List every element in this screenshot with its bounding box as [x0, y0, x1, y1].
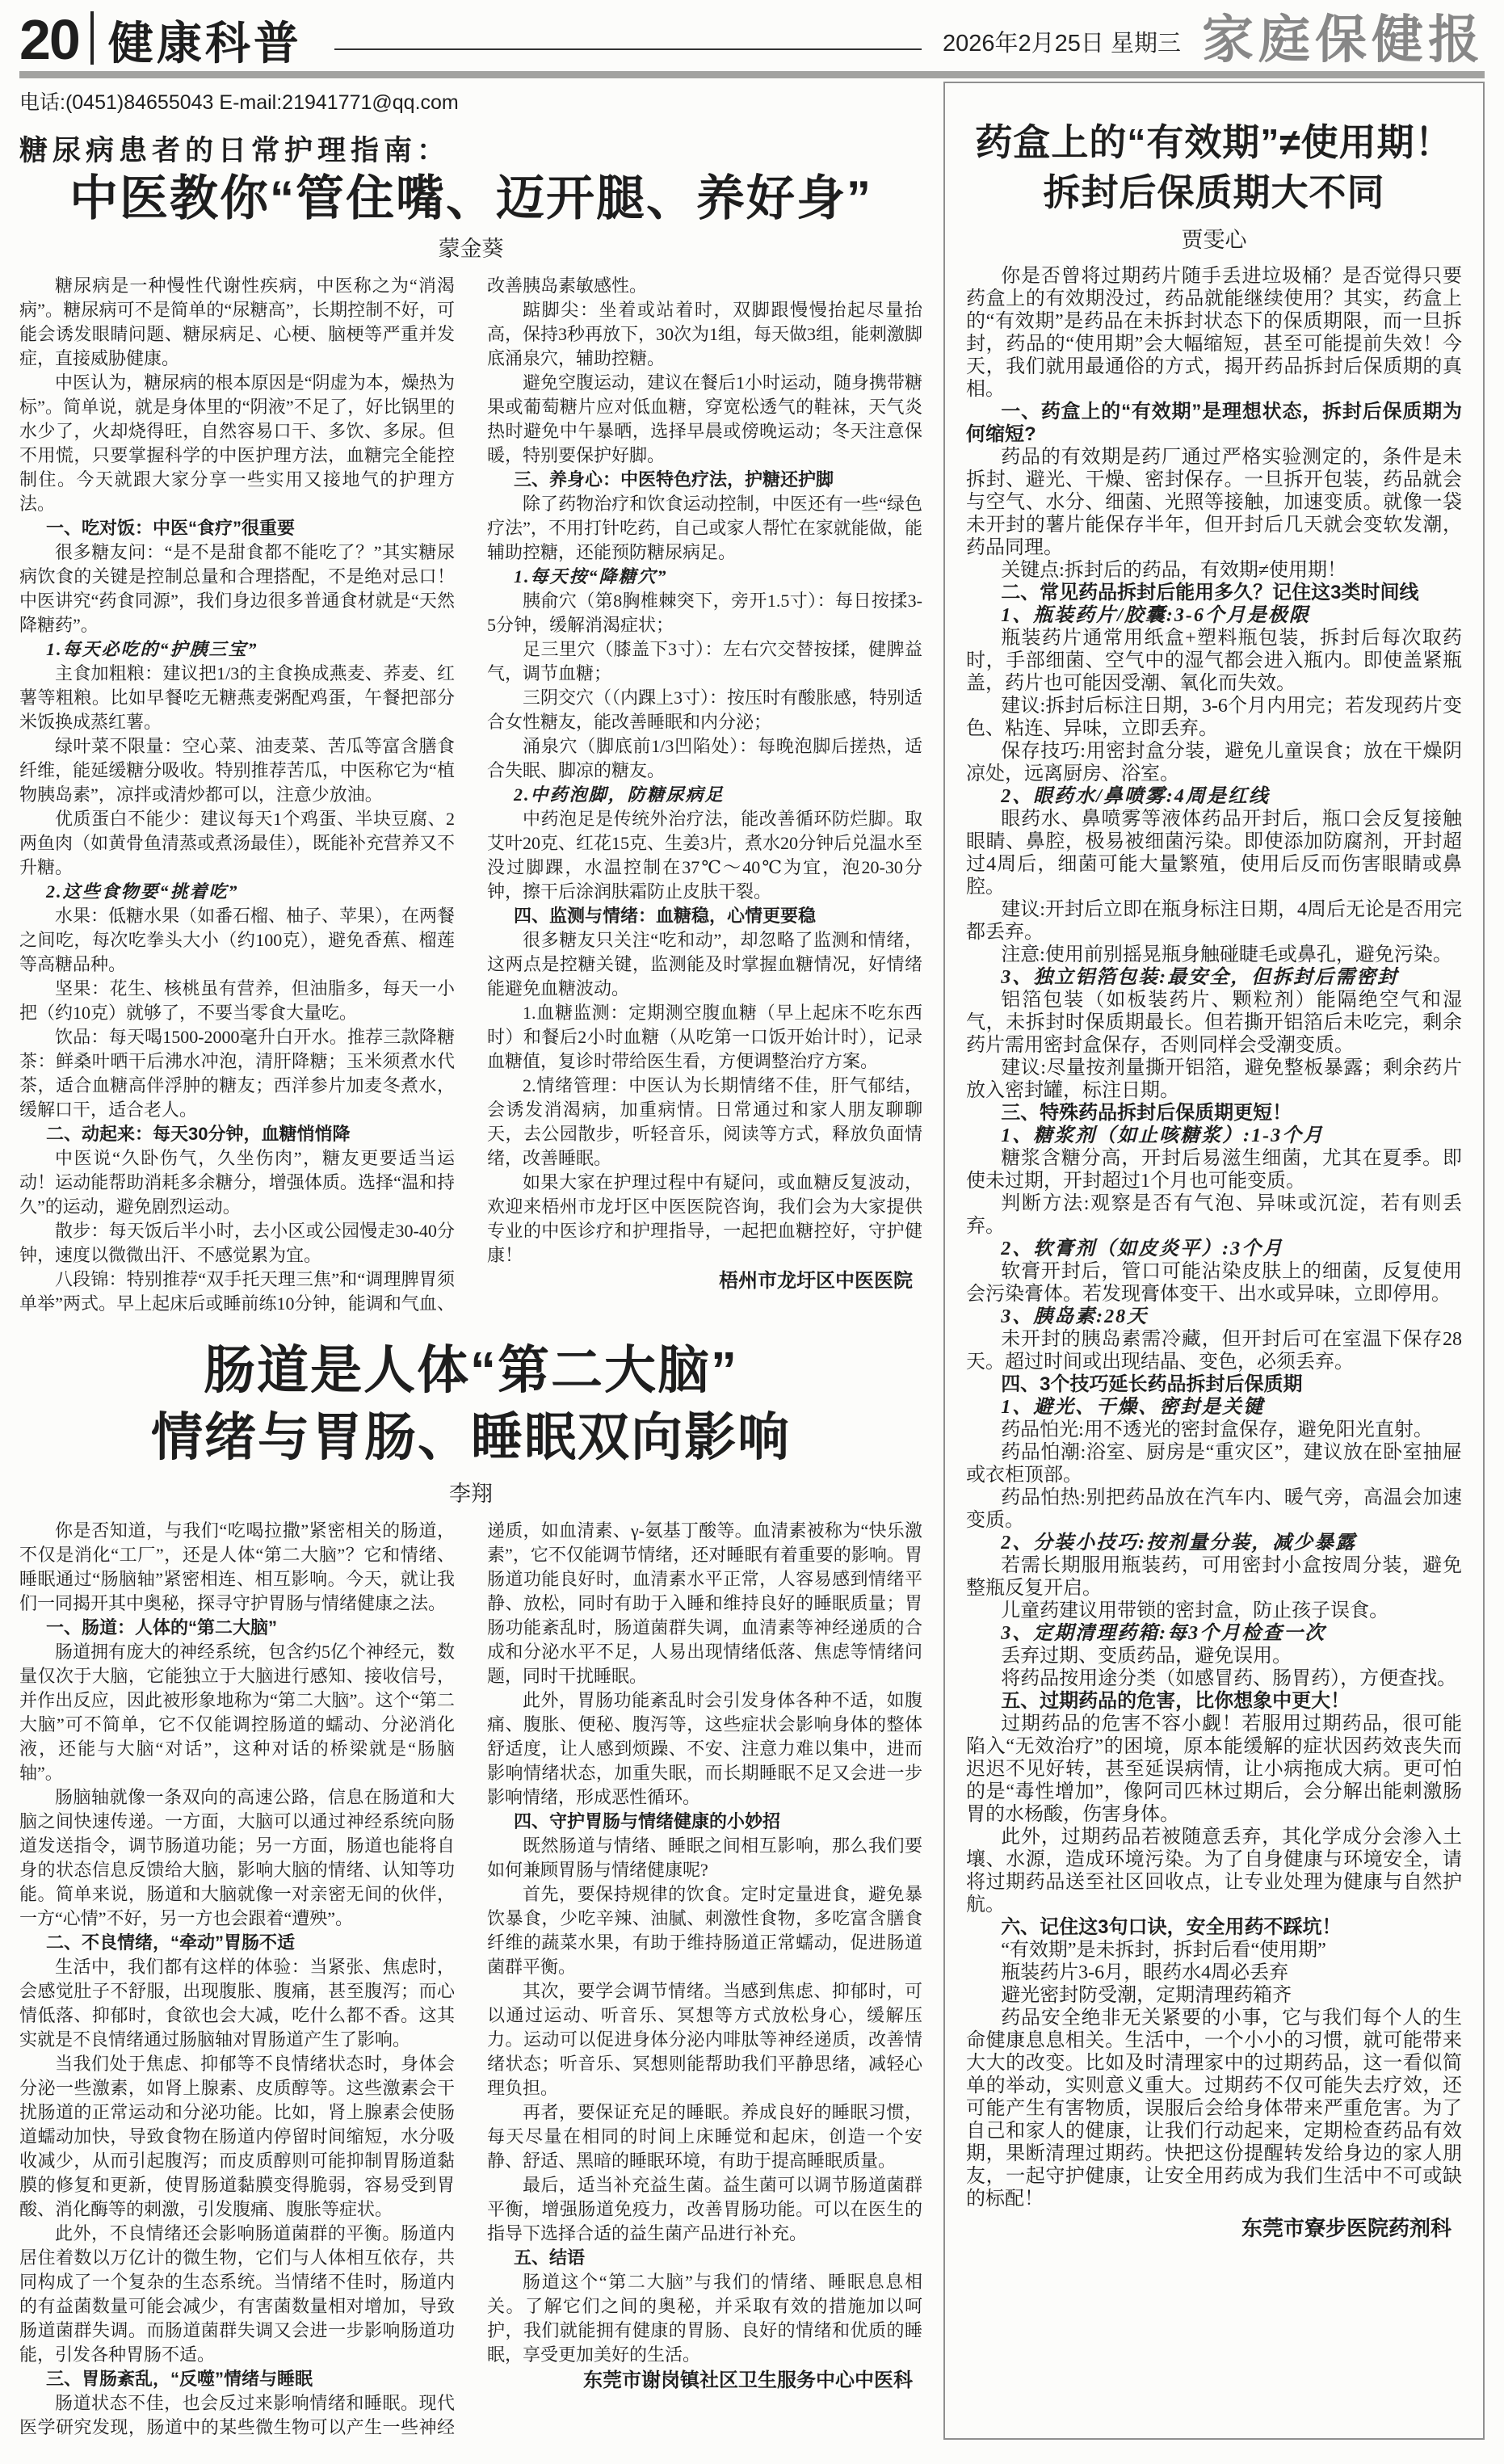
paragraph: 眼药水、鼻喷雾等液体药品开封后，瓶口会反复接触眼睛、鼻腔，极易被细菌污染。即使添加防腐剂，开封超过4周后，细菌可能大量繁殖，使用后反而伤害眼睛或鼻腔。 — [966, 809, 1462, 898]
paragraph: 丢弃过期、变质药品，避免误用。 — [1001, 1646, 1292, 1667]
paragraph: 主食加粗粮：建议把1/3的主食换成燕麦、荞麦、红薯等粗粮。比如早餐吃无糖燕麦粥配鸡蛋，午餐把部分米饭换成蒸红薯。 — [19, 663, 455, 732]
article-byline: 李翔 — [449, 1482, 493, 1507]
paragraph: 最后，适当补充益生菌。益生菌可以调节肠道菌群平衡，增强肠道免疫力，改善胃肠功能。可以在医生的指导下选择合适的益生菌产品进行补充。 — [487, 2175, 922, 2244]
paragraph: 如果大家在护理过程中有疑问，或血糖反复波动，欢迎来梧州市龙圩区中医医院咨询，我们会为大家提供专业的中医诊疗和护理指导，一起把血糖控好，守护健康！ — [487, 1172, 922, 1265]
paragraph: 药品怕潮:浴室、厨房是“重灾区”，建议放在卧室抽屉或衣柜顶部。 — [966, 1442, 1462, 1486]
article-body — [966, 265, 1462, 2239]
paragraph: 首先，要保持规律的饮食。定时定量进食，避免暴饮暴食，少吃辛辣、油腻、刺激性食物，多吃富含膳食纤维的蔬菜水果，有助于维持肠道正常蠕动，促进肠道菌群平衡。 — [487, 1884, 922, 1978]
paragraph: 胰俞穴（第8胸椎棘突下，旁开1.5寸）：每日按揉3-5分钟，缓解消渴症状； — [487, 591, 922, 635]
paragraph: 此外，不良情绪还会影响肠道菌群的平衡。肠道内居住着数以万亿计的微生物，它们与人体相互依存，共同构成了一个复杂的生态系统。当情绪不佳时，肠道内的有益菌数量可能会减少，有害菌数量相对增加，导致肠道菌群失调。而肠道菌群失调又会进一步影响肠道功能，引发各种胃肠不适。 — [19, 2223, 455, 2365]
section-heading: 四、监测与情绪：血糖稳，心情更要稳 — [514, 906, 817, 926]
section-heading: 二、常见药品拆封后能用多久？记住这3类时间线 — [1001, 582, 1419, 604]
paragraph: 你是否知道，与我们“吃喝拉撒”紧密相关的肠道，不仅是消化“工厂”，还是人体“第二大脑”？它和情绪、睡眠通过“肠脑轴”紧密相连、相互影响。今天，就让我们一同揭开其中奥秘，探寻守护胃肠与情绪健康之法。 — [19, 1520, 455, 1614]
paragraph: 你是否曾将过期药片随手丢进垃圾桶？是否觉得只要药盒上的有效期没过，药品就能继续使用？其实，药盒上的“有效期”是药品在未拆封状态下的保质期限，而一旦拆封，药品的“使用期”会大幅缩短，甚至可能提前失效！今天，我们就用最通俗的方式，揭开药品拆封后保质期的真相。 — [966, 266, 1462, 401]
sub-heading: 2、软膏剂（如皮炎平）:3个月 — [1001, 1238, 1284, 1260]
paragraph: 踮脚尖：坐着或站着时，双脚跟慢慢抬起尽量抬高，保持3秒再放下，30次为1组，每天做3组，能刺激脚底涌泉穴，辅助控糖。 — [487, 300, 923, 368]
paragraph: 肠道状态不佳，也会反过来影响情绪和睡眠。现代医学研究发现，肠道中的某些微生物可以产生一些神经递质，如血清素、γ-氨基丁酸等。血清素被称为“快乐激素”，它不仅能调节情绪，还对睡眠有着重要的影响。胃肠道功能良好时，血清素水平正常，人容易感到情绪平静、放松，同时有助于入睡和维持良好的睡眠质量；胃肠功能紊乱时，肠道菌群失调，血清素等神经递质的合成和分泌水平不足，人易出现情绪低落、焦虑等情绪问题，同时干扰睡眠。 — [19, 1520, 922, 2438]
article-kicker: 糖尿病患者的日常护理指南： — [19, 135, 451, 166]
paragraph: 肠道拥有庞大的神经系统，包含约5亿个神经元，数量仅次于大脑，它能独立于大脑进行感知、接收信号，并作出反应，因此被形象地称为“第二大脑”。这个“第二大脑”可不简单，它不仅能调控肠道的蠕动、分泌消化液，还能与大脑“对话”，这种对话的桥梁就是“肠脑轴”。 — [19, 1642, 456, 1784]
section-heading: 二、不良情绪，“牵动”胃肠不适 — [46, 1932, 296, 1953]
section-heading: 六、记住这3句口诀，安全用药不踩坑！ — [1001, 1916, 1342, 1939]
paragraph: 保存技巧:用密封盒分装，避免儿童误食；放在干燥阴凉处，远离厨房、浴室。 — [966, 741, 1462, 785]
article-signoff: 梧州市龙圩区中医医院 — [719, 1270, 913, 1292]
section-heading: 四、3个技巧延长药品拆封后保质期 — [1001, 1373, 1303, 1396]
paragraph: 中医说“久卧伤气，久坐伤肉”，糖友更要适当运动！运动能帮助消耗多余糖分，增强体质。选择“温和持久”的运动，避免剧烈运动。 — [19, 1148, 455, 1217]
paragraph: 中药泡足是传统外治疗法，能改善循环防烂脚。取艾叶20克、红花15克、生姜3片，煮水20分钟后兑温水至没过脚踝，水温控制在37℃～40℃为宜，泡20-30分钟，擦干后涂润肤霜防止皮肤干裂。 — [487, 809, 923, 902]
paragraph: 饮品：每天喝1500-2000毫升白开水。推荐三款降糖茶：鲜桑叶晒干后沸水冲泡，清肝降糖；玉米须煮水代茶，适合血糖高伴浮肿的糖友；西洋参片加麦冬煮水，缓解口干，适合老人。 — [19, 1027, 455, 1120]
paragraph: 此外，过期药品若被随意丢弃，其化学成分会渗入土壤、水源，造成环境污染。为了自身健康与环境安全，请将过期药品送至社区回收点，让专业处理为健康与自然护航。 — [966, 1827, 1462, 1916]
article-drug-expiry — [943, 82, 1485, 2440]
section-heading: 一、肠道：人体的“第二大脑” — [46, 1617, 278, 1638]
page-number: 20 — [19, 7, 79, 71]
paragraph: 肠脑轴就像一条双向的高速公路，信息在肠道和大脑之间快速传递。一方面，大脑可以通过神经系统向肠道发送指令，调节肠道功能；另一方面，肠道也能将自身的状态信息反馈给大脑，影响大脑的情绪、认知等功能。简单来说，肠道和大脑就像一对亲密无间的伙伴，一方“心情”不好，另一方也会跟着“遭殃”。 — [19, 1787, 455, 1929]
paragraph: 八段锦：特别推荐“双手托天理三焦”和“调理脾胃须单举”两式。早上起床后或睡前练10分钟，能调和气血、改善胰岛素敏感性。 — [19, 275, 648, 1314]
paragraph: 坚果：花生、核桃虽有营养，但油脂多，每天一小把（约10克）就够了，不要当零食大量吃。 — [19, 978, 455, 1023]
paragraph: 很多糖友问：“是不是甜食都不能吃了？”其实糖尿病饮食的关键是控制总量和合理搭配，不是绝对忌口！中医讲究“药食同源”，我们身边很多普通食材就是“天然降糖药”。 — [19, 542, 455, 635]
sub-heading: 2、分装小技巧:按剂量分装，减少暴露 — [1001, 1533, 1357, 1554]
sub-heading: 1.每天必吃的“护胰三宝” — [46, 639, 258, 659]
section-heading: 四、守护胃肠与情绪健康的小妙招 — [514, 1811, 781, 1832]
sub-heading: 3、定期清理药箱:每3个月检查一次 — [1001, 1623, 1326, 1645]
paragraph: 建议:拆封后标注日期，3-6个月内用完；若发现药片变色、粘连、异味，立即丢弃。 — [966, 696, 1462, 740]
article-headline — [966, 117, 1462, 217]
paragraph: 瓶装药片通常用纸盒+塑料瓶包装，拆封后每次取药时，手部细菌、空气中的湿气都会进入瓶内。即使盖紧瓶盖，药片也可能因受潮、氧化而失效。 — [966, 628, 1462, 695]
headline-line-2: 情绪与胃肠、睡眠双向影响 — [151, 1408, 791, 1467]
sub-heading: 3、胰岛素:28天 — [1001, 1306, 1149, 1328]
article-byline: 贾雯心 — [1181, 228, 1247, 253]
paragraph: 优质蛋白不能少：建议每天1个鸡蛋、半块豆腐、2两鱼肉（如黄骨鱼清蒸或煮汤最佳），既能补充营养又不升糖。 — [19, 809, 456, 877]
paragraph: 药品怕热:别把药品放在汽车内、暖气旁，高温会加速变质。 — [966, 1487, 1462, 1532]
paragraph: 散步：每天饭后半小时，去小区或公园慢走30-40分钟，速度以微微出汗、不感觉累为宜。 — [19, 1221, 455, 1265]
section-heading: 三、养身心：中医特色疗法，护糖还护脚 — [514, 469, 834, 490]
paragraph: 此外，胃肠功能紊乱时会引发身体各种不适，如腹痛、腹胀、便秘、腹泻等，这些症状会影响身体的整体舒适度，让人感到烦躁、不安、注意力难以集中，进而影响情绪状态，加重失眠，而长期睡眠不足又会进一步影响情绪，形成恶性循环。 — [487, 1690, 922, 1808]
article-body — [19, 274, 922, 1316]
paragraph: 中医认为，糖尿病的根本原因是“阴虚为本，燥热为标”。简单说，就是身体里的“阴液”不足了，好比锅里的水少了，火却烧得旺，自然容易口干、多饮、多尿。但不用慌，只要掌握科学的中医护理方法，血糖完全能控制住。今天就跟大家分享一些实用又接地气的护理方法。 — [19, 372, 455, 514]
masthead-divider — [90, 11, 94, 65]
paragraph: 糖浆含糖分高，开封后易滋生细菌，尤其在夏季。即使未过期，开封超过1个月也可能变质。 — [966, 1148, 1462, 1192]
section-heading: 五、结语 — [514, 2247, 586, 2268]
paragraph: 药品的有效期是药厂通过严格实验测定的，条件是未拆封、避光、干燥、密封保存。一旦拆开包装，药品就会与空气、水分、细菌、光照等接触，加速变质。就像一袋未开封的薯片能保存半年，但开封后几天就会变软发潮，药品同理。 — [966, 447, 1462, 559]
section-heading: 五、过期药品的危害，比你想象中更大！ — [1001, 1690, 1351, 1713]
newspaper-name: 家庭保健报 — [1202, 11, 1485, 69]
paragraph: 未开封的胰岛素需冷藏，但开封后可在室温下保存28天。超过时间或出现结晶、变色，必须丢弃。 — [966, 1329, 1462, 1373]
section-heading: 一、药盒上的“有效期”是理想状态，拆封后保质期为何缩短? — [966, 401, 1462, 446]
paragraph: 生活中，我们都有这样的体验：当紧张、焦虑时，会感觉肚子不舒服，出现腹胀、腹痛，甚至腹泻；而心情低落、抑郁时，食欲也会大减，吃什么都不香。这其实就是不良情绪通过肠脑轴对胃肠道产生了影响。 — [19, 1957, 455, 2050]
masthead-rule-thin — [334, 48, 922, 50]
sub-heading: 3、独立铝箔包装:最安全，但拆封后需密封 — [1001, 967, 1399, 989]
section-heading: 三、胃肠紊乱，“反噬”情绪与睡眠 — [46, 2369, 313, 2390]
section-heading: 三、特殊药品拆封后保质期更短！ — [1001, 1102, 1292, 1125]
paragraph: 糖尿病是一种慢性代谢性疾病，中医称之为“消渴病”。糖尿病可不是简单的“尿糖高”，长期控制不好，可能会诱发眼睛问题、糖尿病足、心梗、脑梗等严重并发症，直接威胁健康。 — [19, 275, 455, 368]
article-body — [19, 1519, 922, 2440]
paragraph: 再者，要保证充足的睡眠。养成良好的睡眠习惯，每天尽量在相同的时间上床睡觉和起床，创造一个安静、舒适、黑暗的睡眠环境，有助于提高睡眠质量。 — [487, 2102, 922, 2172]
paragraph: 将药品按用途分类（如感冒药、肠胃药），方便查找。 — [1001, 1668, 1457, 1690]
paragraph: 既然肠道与情绪、睡眠之间相互影响，那么我们要如何兼顾胃肠与情绪健康呢? — [487, 1835, 922, 1881]
masthead-rule-thick — [19, 71, 1485, 78]
sub-heading: 1.每天按“降糖穴” — [514, 566, 668, 587]
sub-heading: 1、避光、干燥、密封是关键 — [1001, 1397, 1265, 1419]
paragraph: 除了药物治疗和饮食运动控制，中医还有一些“绿色疗法”，不用打针吃药，自己或家人帮忙在家就能做，能辅助控糖，还能预防糖尿病足。 — [487, 494, 922, 562]
paragraph: 避光密封防受潮，定期清理药箱齐 — [1001, 1985, 1292, 2007]
paragraph: 避免空腹运动，建议在餐后1小时运动，随身携带糖果或葡萄糖片应对低血糖，穿宽松透气的鞋袜，天气炎热时避免中午暴晒，选择早晨或傍晚运动；冬天注意保暖，特别要保护好脚。 — [487, 372, 923, 465]
paragraph: 瓶装药片3-6月，眼药水4周必丢弃 — [1001, 1962, 1289, 1984]
paragraph: 注意:使用前别摇晃瓶身触碰睫毛或鼻孔，避免污染。 — [1001, 944, 1452, 966]
paragraph: 三阴交穴（（内踝上3寸）：按压时有酸胀感，特别适合女性糖友，能改善睡眠和内分泌； — [487, 687, 923, 732]
paragraph: 涌泉穴（脚底前1/3凹陷处）：每晚泡脚后搓热，适合失眠、脚凉的糖友。 — [487, 736, 922, 780]
contact-line: 电话:(0451)84655043 E-mail:21941771@qq.com — [19, 91, 459, 114]
paragraph: 建议:尽量按剂量撕开铝箔，避免整板暴露；剩余药片放入密封罐，标注日期。 — [966, 1058, 1462, 1102]
masthead — [19, 7, 1485, 78]
paragraph: 若需长期服用瓶装药，可用密封小盒按周分装，避免整瓶反复开启。 — [966, 1555, 1462, 1600]
article-gut-brain — [19, 1337, 922, 2440]
paragraph: 药品怕光:用不透光的密封盒保存，避免阳光直射。 — [1001, 1419, 1433, 1441]
headline-line-2: 拆封后保质期大不同 — [1043, 171, 1385, 214]
article-byline: 蒙金葵 — [438, 237, 504, 261]
paragraph: 过期药品的危害不容小觑！若服用过期药品，很可能陷入“无效治疗”的困境，原本能缓解的症状因药效丧失而迟迟不见好转，甚至延误病情，让小病拖成大病。更可怕的是“毒性增加”，像阿司匹林过期后，会分解出能刺激肠胃的水杨酸，伤害身体。 — [966, 1713, 1462, 1826]
paragraph: 药品安全绝非无关紧要的小事，它与我们每个人的生命健康息息相关。生活中，一个小小的习惯，就可能带来大大的改变。比如及时清理家中的过期药品，这一看似简单的举动，实则意义重大。过期药不仅可能失去疗效，还可能产生有害物质，误服后会给身体带来严重危害。为了自己和家人的健康，让我们行动起来，定期检查药品有效期，果断清理过期药。快把这份提醒转发给身边的家人朋友，一起守护健康，让安全用药成为我们生活中不可或缺的标配！ — [966, 2008, 1462, 2210]
issue-date: 2026年2月25日 星期三 — [943, 31, 1181, 57]
paragraph: 软膏开封后，管口可能沾染皮肤上的细菌，反复使用会污染膏体。若发现膏体变干、出水或异味，立即停用。 — [966, 1261, 1462, 1306]
paragraph: 建议:开封后立即在瓶身标注日期，4周后无论是否用完都丢弃。 — [966, 899, 1462, 944]
sub-heading: 1、瓶装药片/胶囊:3-6个月是极限 — [1001, 605, 1310, 627]
left-column — [19, 82, 922, 2440]
paragraph: 儿童药建议用带锁的密封盒，防止孩子误食。 — [1001, 1600, 1389, 1622]
article-signoff: 东莞市寮步医院药剂科 — [1241, 2216, 1451, 2241]
article-headline — [19, 1337, 922, 1471]
paragraph: 其次，要学会调节情绪。当感到焦虑、抑郁时，可以通过运动、听音乐、冥想等方式放松身心，缓解压力。运动可以促进身体分泌内啡肽等神经递质，改善情绪状态；听音乐、冥想则能帮助我们平静思绪，减轻心理负担。 — [487, 1981, 922, 2099]
paragraph: 1.血糖监测：定期测空腹血糖（早上起床不吃东西时）和餐后2小时血糖（从吃第一口饭开始计时），记录血糖值，复诊时带给医生看，方便调整治疗方案。 — [487, 1003, 922, 1071]
paragraph: 水果：低糖水果（如番石榴、柚子、苹果），在两餐之间吃，每次吃拳头大小（约100克），避免香蕉、榴莲等高糖品种。 — [19, 906, 456, 974]
paragraph: 铝箔包装（如板装药片、颗粒剂）能隔绝空气和湿气，未拆封时保质期最长。但若撕开铝箔后未吃完，剩余药片需用密封盒保存，否则同样会受潮变质。 — [966, 990, 1462, 1057]
section-heading: 二、动起来：每天30分钟，血糖悄悄降 — [46, 1124, 351, 1144]
paragraph: “有效期”是未拆封，拆封后看“使用期” — [1001, 1940, 1326, 1962]
sub-heading: 2.中药泡脚，防糖尿病足 — [514, 784, 725, 805]
paragraph: 足三里穴（膝盖下3寸）：左右穴交替按揉，健脾益气，调节血糖； — [487, 639, 922, 683]
paragraph: 绿叶菜不限量：空心菜、油麦菜、苦瓜等富含膳食纤维，能延缓糖分吸收。特别推荐苦瓜，中医称它为“植物胰岛素”，凉拌或清炒都可以，注意少放油。 — [19, 736, 455, 805]
sub-heading: 2、眼药水/鼻喷雾:4周是红线 — [1001, 786, 1270, 808]
paragraph: 当我们处于焦虑、抑郁等不良情绪状态时，身体会分泌一些激素，如肾上腺素、皮质醇等。这些激素会干扰肠道的正常运动和分泌功能。比如，肾上腺素会使肠道蠕动加快，导致食物在肠道内停留时间缩短，水分吸收减少，从而引起腹泻；而皮质醇则可能抑制胃肠道黏膜的修复和更新，使胃肠道黏膜变得脆弱，容易受到胃酸、消化酶等的刺激，引发腹痛、腹胀等症状。 — [19, 2054, 455, 2220]
paragraph: 判断方法:观察是否有气泡、异味或沉淀，若有则丢弃。 — [966, 1193, 1462, 1238]
headline-line-1: 药盒上的“有效期”≠使用期！ — [975, 121, 1453, 163]
sub-heading: 2.这些食物要“挑着吃” — [46, 881, 239, 902]
paragraph: 关键点:拆封后的药品，有效期≠使用期！ — [1001, 560, 1347, 582]
paragraph: 肠道这个“第二大脑”与我们的情绪、睡眠息息相关。了解它们之间的奥秘，并采取有效的措施加以呵护，我们就能拥有健康的胃肠、良好的情绪和优质的睡眠，享受更加美好的生活。 — [487, 2272, 922, 2365]
paragraph: 2.情绪管理：中医认为长期情绪不佳，肝气郁结，会诱发消渴病，加重病情。日常通过和家人朋友聊聊天，去公园散步，听轻音乐，阅读等方式，释放负面情绪，改善睡眠。 — [487, 1075, 922, 1168]
sub-heading: 1、糖浆剂（如止咳糖浆）:1-3个月 — [1001, 1125, 1325, 1147]
section-title: 健康科普 — [107, 18, 302, 69]
section-heading: 一、吃对饭：中医“食疗”很重要 — [46, 518, 296, 538]
headline-line-1: 肠道是人体“第二大脑” — [204, 1341, 738, 1399]
paragraph: 很多糖友只关注“吃和动”，却忽略了监测和情绪，这两点是控糖关键，监测能及时掌握血糖情况，好情绪能避免血糖波动。 — [487, 930, 922, 999]
article-diabetes-care — [19, 128, 922, 1316]
article-signoff: 东莞市谢岗镇社区卫生服务中心中医科 — [583, 2369, 913, 2392]
article-headline: 中医教你“管住嘴、迈开腿、养好身” — [69, 171, 872, 225]
